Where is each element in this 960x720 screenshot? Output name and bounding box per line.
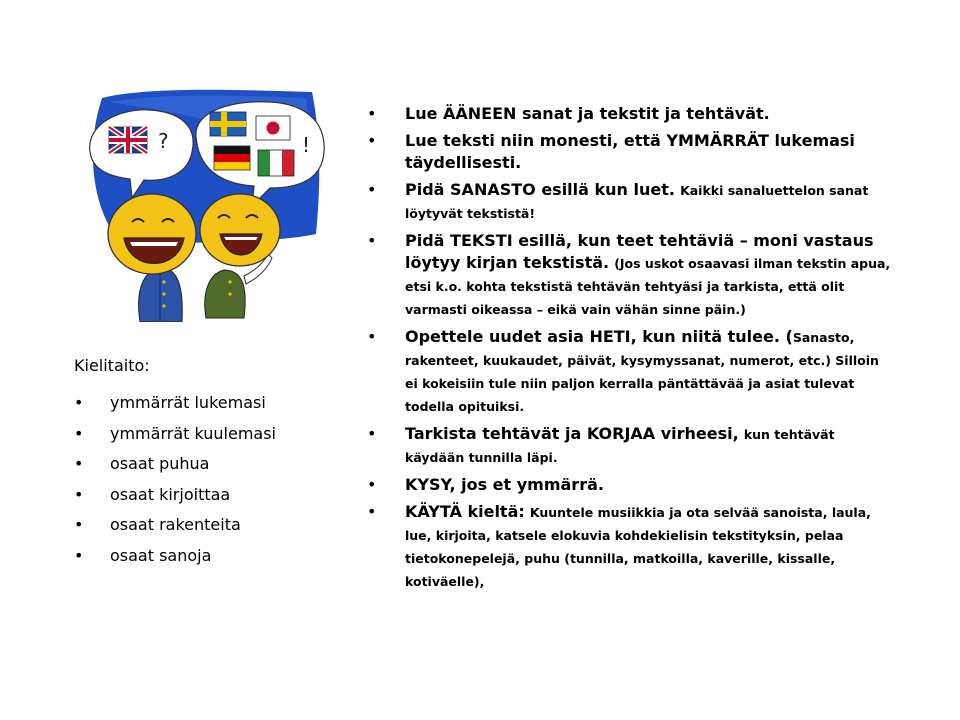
language-skills-panel xyxy=(72,356,342,576)
japan-flag-icon xyxy=(256,116,290,140)
tip-note-text: kun tehtävät käydään tunnilla läpi. xyxy=(405,427,835,465)
tip-main-text: Pidä TEKSTI esillä, kun teet tehtäviä – moni vastaus löytyy kirjan tekstistä. xyxy=(405,231,874,272)
left-character xyxy=(108,194,196,322)
study-tips-panel xyxy=(366,103,896,598)
skill-item: • ymmärrät kuulemasi xyxy=(72,424,342,444)
tip-item xyxy=(366,179,896,225)
tip-note-text: Kaikki sanaluettelon sanat löytyvät tekstistä! xyxy=(405,183,869,221)
tip-note-text: Kuuntele musiikkia ja ota selvää sanoista, laula, lue, kirjoita, katsele elokuvia kohdekielisin tekstityksin, pelaa tietokonepelejä, puhu (tunnilla, matkoilla, kaverille, kissalle, kotiväelle), xyxy=(405,505,871,589)
tip-item xyxy=(366,130,896,174)
language-skills-list xyxy=(72,393,342,566)
skill-item: • osaat puhua xyxy=(72,454,342,474)
skill-item: • osaat rakenteita xyxy=(72,515,342,535)
tip-main-text: Opettele uudet asia HETI, kun niitä tulee. ( xyxy=(405,327,793,346)
tip-main-text: Lue teksti niin monesti, että YMMÄRRÄT lukemasi täydellisesti. xyxy=(405,131,855,172)
tip-main-text: Lue ÄÄNEEN sanat ja tekstit ja tehtävät. xyxy=(405,104,770,123)
question-mark: ? xyxy=(158,129,169,153)
skill-item: • osaat kirjoittaa xyxy=(72,485,342,505)
sweden-flag-icon xyxy=(210,112,246,136)
language-speakers-illustration xyxy=(80,82,328,322)
exclamation-mark: ! xyxy=(302,133,311,157)
tip-main-text: Tarkista tehtävät ja KORJAA virheesi, xyxy=(405,424,739,443)
study-tips-list xyxy=(366,103,896,593)
italy-flag-icon xyxy=(258,150,294,176)
tip-note-text: (Jos uskot osaavasi ilman tekstin apua, etsi k.o. kohta tekstistä tehtävän tehtyäsi ja tarkista, että olit varmasti oikeassa – eikä vain vähän sinne päin.) xyxy=(405,256,891,317)
tip-main-text: KYSY, jos et ymmärrä. xyxy=(405,475,604,494)
tip-item xyxy=(366,474,896,496)
tip-item xyxy=(366,103,896,125)
skill-item: • osaat sanoja xyxy=(72,546,342,566)
tip-main-text: Pidä SANASTO esillä kun luet. xyxy=(405,180,675,199)
tip-item xyxy=(366,501,896,593)
germany-flag-icon xyxy=(214,146,250,170)
tip-main-text: KÄYTÄ kieltä: xyxy=(405,502,525,521)
uk-flag-icon xyxy=(109,127,147,153)
tip-item xyxy=(366,326,896,418)
language-skills-heading: Kielitaito: xyxy=(74,356,150,375)
tip-item xyxy=(366,423,896,469)
tip-note-text: Sanasto, rakenteet, kuukaudet, päivät, kysymyssanat, numerot, etc.) Silloin ei kokeisiin tule niin paljon kerralla päntättävää ja asiat tulevat todella opituiksi. xyxy=(405,330,879,414)
skill-item: • ymmärrät lukemasi xyxy=(72,393,342,413)
tip-item xyxy=(366,230,896,321)
right-character xyxy=(200,194,280,318)
